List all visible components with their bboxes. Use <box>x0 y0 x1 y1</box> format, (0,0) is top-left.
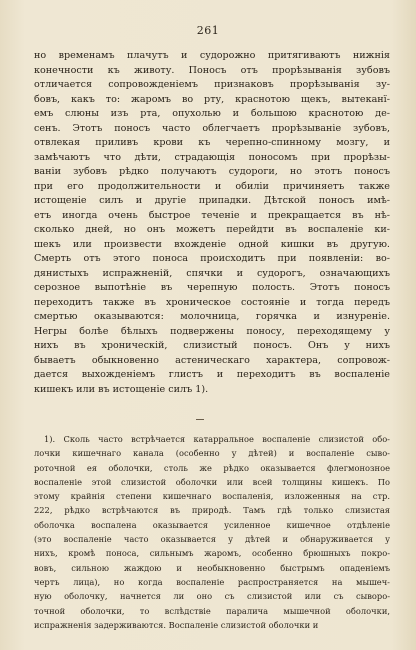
footnote <box>34 432 390 632</box>
text-line: переходитъ также въ хроническое состояніе и тогда передъ <box>34 296 390 308</box>
text-line: отличается сопровожденіемъ признаковъ прорѣзыванія зу- <box>34 79 390 90</box>
text-line: при его продолжительности и обиліи причиняетъ также <box>34 180 390 192</box>
text-line: но временамъ плачутъ и судорожно притягиваютъ нижнія <box>34 50 390 61</box>
footnote-line: 1). Сколь часто встрѣчается катарральное воспаленіе слизистой обо- <box>44 434 390 444</box>
footnote-separator <box>196 419 204 420</box>
footnote-line: ную оболочку, начнется ли оно съ слизистой или съ сыворо- <box>34 591 390 602</box>
footnote-line: чертъ лица), но когда воспаленіе распространяется на мышеч- <box>34 576 390 587</box>
footnote-line: этому крайнія степени кишечнаго воспаленія, изложенныя на стр. <box>34 491 390 502</box>
text-line: сенъ. Этотъ поносъ часто облегчаетъ прорѣзываніе зубовъ, <box>34 122 390 134</box>
text-line: истощеніе силъ и другіе припадки. Дѣтской поносъ имѣ- <box>34 195 390 206</box>
text-line: серозное выпотѣніе въ черепную полость. Этотъ поносъ <box>34 282 390 293</box>
text-line: бываетъ обыкновенно астеническаго характера, сопровож- <box>34 354 390 366</box>
text-line: ваніи зубовъ рѣдко получаютъ судороги, но этотъ поносъ <box>34 166 390 177</box>
footnote-line: лочки кишечнаго канала (особенно у дѣтей) и воспаленіе сыво- <box>34 448 390 459</box>
text-line: кишекъ или въ истощеніе силъ 1). <box>34 383 209 395</box>
footnote-line: вовъ, сильною жаждою и необыкновенно быстрымъ опаденіемъ <box>34 562 390 573</box>
text-line: шекъ или произвести вхожденіе одной кишки въ другую. <box>34 238 390 250</box>
text-line: замѣчаютъ что дѣти, страдающія поносомъ при прорѣзы- <box>34 151 390 163</box>
footnote-line: испражненія задерживаются. Воспаленіе слизистой оболочки и <box>34 619 319 630</box>
text-line: Смерть отъ этого поноса происходитъ при появленіи: во- <box>34 253 390 264</box>
text-line: конечности къ животу. Поносъ отъ прорѣзыванія зубовъ <box>34 64 390 76</box>
footnote-line: (это воспаленіе часто оказывается у дѣтей и обнаруживается у <box>34 534 390 545</box>
text-line: отвлекая приливъ крови къ черепно-спинному мозгу, и <box>34 137 390 148</box>
footnote-line: 222, рѣдко встрѣчаются въ природѣ. Тамъ гдѣ только слизистая <box>34 505 390 516</box>
text-line: дянистыхъ испражненій, спячки и судорогъ, означающихъ <box>34 267 390 279</box>
text-line: Негры болѣе бѣлыхъ подвержены поносу, переходящему у <box>34 325 390 337</box>
footnote-line: оболочка воспалена оказывается усиленное кишечное отдѣленіе <box>34 519 390 530</box>
text-line: сколько дней, но онъ можетъ перейдти въ воспаленіе ки- <box>34 224 390 235</box>
footnote-line: нихъ, кромѣ поноса, сильнымъ жаромъ, особенно брюшныхъ покро- <box>34 548 390 559</box>
page-number: 261 <box>196 24 220 37</box>
footnote-line: точной оболочки, то вслѣдствіе паралича мышечной оболочки, <box>34 605 390 616</box>
text-line: нихъ въ хроническій, слизистый поносъ. Онъ у нихъ <box>34 340 390 351</box>
text-line: бовъ, какъ то: жаромъ во рту, краснотою щекъ, вытеканї- <box>34 93 390 105</box>
footnote-line: роточной ея оболочки, столь же рѣдко оказывается флегмонозное <box>34 462 390 473</box>
footnote-line: воспаленіе этой слизистой оболочки или всей толщины кишекъ. По <box>34 476 390 487</box>
main-text <box>34 49 390 397</box>
text-line: смертью оказываются: молочница, горячка и изнуреніе. <box>34 311 390 322</box>
text-line: дается выхожденіемъ глистъ и переходитъ въ воспаленіе <box>34 369 390 380</box>
text-line: емъ слюны изъ рта, опухолью и большою краснотою де- <box>34 108 390 119</box>
text-line: етъ иногда очень быстрое теченіе и прекращается въ нѣ- <box>34 209 390 221</box>
